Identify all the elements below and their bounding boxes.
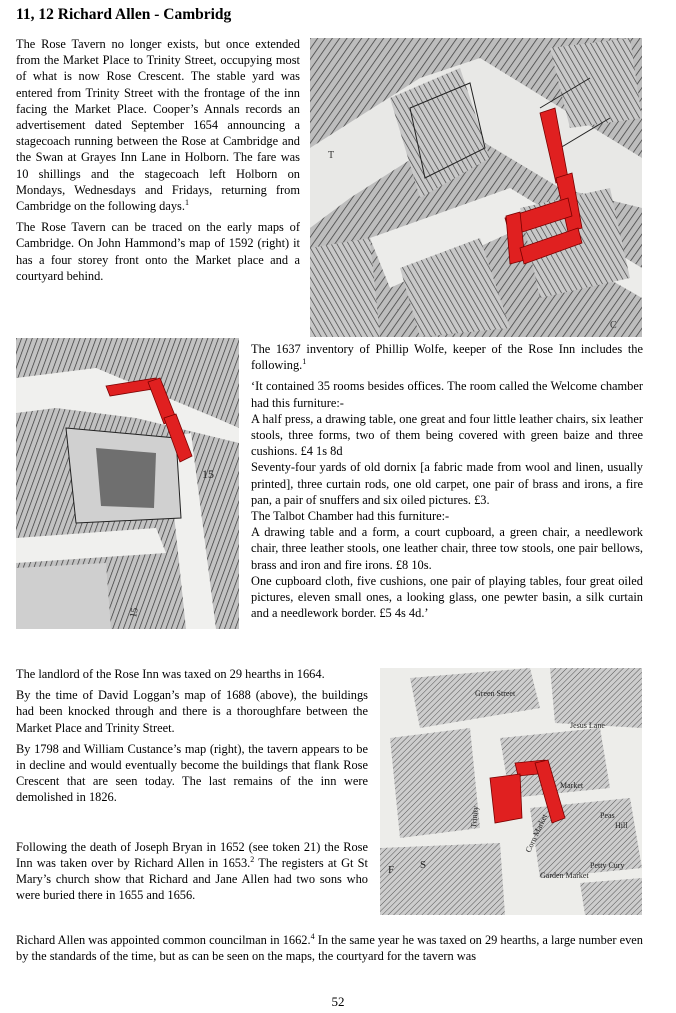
loggan-map-image: [16, 338, 239, 629]
custance-label: Market: [560, 781, 584, 790]
page-title: 11, 12 Richard Allen - Cambridg: [16, 6, 232, 23]
inventory-quote: A half press, a drawing table, one great and four little leather chairs, six leather stools, three forms, two of them being covered with green baize and three cushions. £4 1s 8d: [251, 411, 643, 459]
custance-label: Peas: [600, 811, 615, 820]
inventory-quote: ‘It contained 35 rooms besides offices. The room called the Welcome chamber had this furniture:-: [251, 379, 643, 410]
custance-label: Petty Cury: [590, 861, 625, 870]
footnote-ref: 4: [310, 931, 315, 941]
custance-label: Hill: [615, 821, 628, 830]
custance-label: Trinity: [469, 805, 480, 829]
inventory-quote: Seventy-four yards of old dornix [a fabric made from wool and linen, usually printed], three curtain rods, one old carpet, one pair of brass and irons, a fire pan, a pair of snuffers and six oiled pictures. £3.: [251, 460, 643, 507]
paragraph-custance: By 1798 and William Custance’s map (right), the tavern appears to be in decline and would eventually become the buildings that flank Rose Crescent that are seen today. The last remains of the inn were demolished in 1826.: [16, 741, 368, 805]
loggan-label: 15: [128, 606, 141, 619]
custance-label: Jesus Lane: [570, 721, 605, 730]
custance-label: F: [388, 864, 395, 876]
paragraph-hearths: The landlord of the Rose Inn was taxed on 29 hearths in 1664.: [16, 667, 325, 681]
paragraph-councilman: Richard Allen was appointed common councilman in 1662.$^4$ In the same year he was taxed on 29 hearths, a large number even by the standards of the time, but as can be seen on the maps, the courtyard for the tavern was: [16, 931, 643, 964]
paragraph-rose-tavern: The Rose Tavern no longer exists, but once extended from the Market Place to Trinity Street, occupying most of what is now Rose Crescent. The stable yard was entered from Trinity Street with the frontage of the inn facing the Market Place. Cooper’s Annals records an advertisement dated September 1654 announcing a stagecoach running between the Rose at Cambridge and the Swan at Grayes Inn Lane in Holborn. The fare was 10 shillings and the stagecoach left Holborn on Mondays, Wednesdays and Fridays, returning from Cambridge on the following days.$^1$: [16, 37, 300, 214]
custance-label: Garden Market: [540, 871, 589, 880]
footnote-ref: 1: [184, 197, 189, 207]
closing-text: [16, 932, 643, 964]
custance-label: S: [420, 859, 427, 871]
hammond-label: C: [610, 320, 617, 331]
inventory-quote: The Talbot Chamber had this furniture:-: [251, 509, 450, 524]
loggan-label: 15: [202, 467, 214, 481]
custance-label: Corn Market: [523, 812, 550, 854]
paragraph-loggan: By the time of David Loggan’s map of 1688 (above), the buildings had been knocked through and there is a thoroughfare between the Market Place and Trinity Street.: [16, 688, 368, 735]
paragraph-richard-allen: Following the death of Joseph Bryan in 1652 (see token 21) the Rose Inn was taken over by Richard Allen in 1653.$^2$ The registers at Gt St Mary’s church show that Richard and Jane Allen had two sons who were buried there in 1655 and 1656.: [16, 839, 369, 903]
footnote-ref: 2: [250, 854, 255, 864]
intro-text: [16, 36, 300, 284]
inventory-quote: One cupboard cloth, five cushions, one pair of playing tables, four great oiled pictures, eleven small ones, a looking glass, one pewter basin, a silk curtain and a needlework border. £5 4s 4d.’: [251, 573, 643, 621]
footnote-ref: 1: [302, 357, 307, 367]
inventory-intro: The 1637 inventory of Phillip Wolfe, keeper of the Rose Inn includes the following.$^1$: [251, 342, 643, 373]
paragraph-early-maps: The Rose Tavern can be traced on the early maps of Cambridge. On John Hammond’s map of 1592 (right) it has a four storey front onto the Market place and a courtyard behind.: [16, 220, 300, 283]
hammond-label: T: [328, 150, 335, 161]
custance-map-image: [380, 668, 642, 915]
inventory-quote: A drawing table and a form, a court cupboard, a green chair, a needlework chair, three leather stools, one leather chair, three tow stools, one pair bellows, brass and iron and fire irons. £8 10s.: [251, 525, 643, 572]
custance-label: Green Street: [475, 689, 516, 698]
page-number: 52: [331, 994, 345, 1009]
hammond-map-image: [310, 38, 642, 337]
inventory-text: [251, 341, 643, 621]
history-text: [16, 666, 368, 903]
